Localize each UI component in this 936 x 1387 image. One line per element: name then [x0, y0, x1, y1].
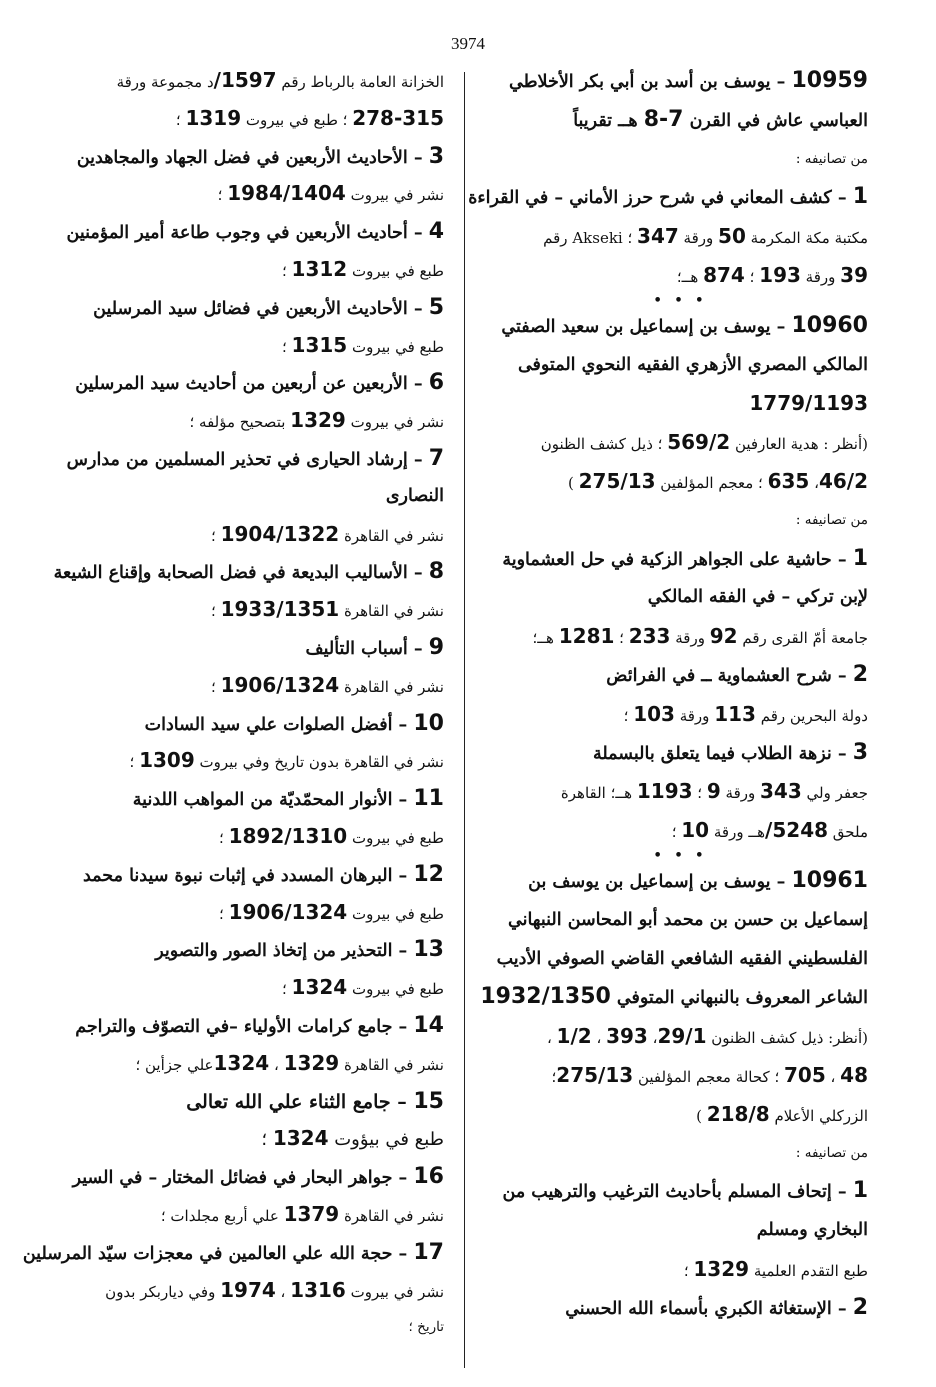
entry-heading-line: 7 – إرشاد الحيارى في تحذير المسلمين من مدارس: [66, 445, 444, 471]
section-label-line: من تصانيفه :: [795, 511, 868, 528]
entry-heading-line: 16 – جواهر البحار في فضائل المختار – في السير: [72, 1164, 444, 1190]
entry-heading-line: 1 – حاشية على الجواهر الزكية في حل العشماوية: [502, 545, 868, 571]
edition-note-line: نشر في القاهرة 1906/1324 ؛: [211, 672, 444, 697]
edition-note-line: (أنظر : هدية العارفين 569/2 ؛ ذيل كشف الظنون: [540, 430, 868, 455]
entry-heading-line: 10959 – يوسف بن أسد بن أبي بكر الأخلاطي: [509, 68, 868, 93]
edition-note-line: الخزانة العامة بالرباط رقم 1597/د مجموعة ورقة: [116, 68, 444, 92]
entry-heading-line: 8 – الأساليب البديعة في فضل الصحابة وإقناع الشيعة: [53, 559, 444, 585]
entry-heading-line: الشاعر المعروف بالنبهاني المتوفي 1932/1350: [480, 984, 868, 1010]
entry-heading-line: 1 – كشف المعاني في شرح حرز الأماني – في القراءة: [468, 184, 868, 210]
edition-note-line: طبع في بيؤوت 1324 ؛: [261, 1126, 444, 1151]
entry-heading-line: الفلسطيني الفقيه الشافعي القاضي الصوفي الأديب: [496, 948, 868, 969]
entry-separator: • • •: [653, 292, 708, 308]
section-label-line: من تصانيفه :: [795, 150, 868, 167]
entry-heading-line: العباسي عاش في القرن 7-8 هــ تقريباً: [573, 106, 868, 132]
entry-heading-line: 3 – نزهة الطلاب فيما يتعلق بالبسملة: [592, 739, 868, 765]
entry-heading-line: 10 – أفضل الصلوات علي سيد السادات: [144, 710, 444, 736]
right-column: [468, 62, 868, 1328]
entry-heading-line: 2 – شرح العشماوية ــ في الفرائض: [606, 661, 868, 687]
edition-note-line: طبع في بيروت 1892/1310 ؛: [219, 823, 444, 848]
edition-note-line: جعفر ولي 343 ورقة 9 ؛ 1193 هــ؛ القاهرة: [560, 779, 868, 804]
edition-note-line: ملحق 5248/هــ ورقة 10 ؛: [671, 818, 868, 843]
edition-note-line: طبع التقدم العلمية 1329 ؛: [683, 1256, 868, 1281]
entry-heading-line: البخاري ومسلم: [756, 1220, 868, 1241]
edition-note-line: نشر في القاهرة 1904/1322 ؛: [211, 521, 444, 546]
edition-note-line: نشر في بيروت 1329 بتصحيح مؤلفه ؛: [189, 408, 444, 433]
entry-heading-line: 5 – الأحاديث الأربعين في فضائل سيد المرسلين: [93, 294, 444, 320]
entry-separator: • • •: [653, 847, 708, 863]
entry-heading-line: 1 – إتحاف المسلم بأحاديث الترغيب والترهيب من: [502, 1178, 868, 1204]
entry-heading-line: إسماعيل بن حسن بن محمد أبو المحاسن النبهاني: [507, 909, 868, 930]
edition-note-line: 39 ورقة 193 ؛ 874 هــ؛: [676, 262, 868, 287]
section-label-line: من تصانيفه :: [795, 1144, 868, 1161]
edition-note-line: نشر في القاهرة بدون تاريخ وفي بيروت 1309 ؛: [129, 748, 444, 773]
edition-note-line: 1779/1193: [749, 391, 868, 416]
entry-heading-line: 11 – الأنوار المحمّديّة من المواهب اللدنية: [132, 786, 444, 812]
entry-heading-line: 15 – جامع الثناء علي الله تعالى: [186, 1088, 444, 1114]
entry-heading-line: النصارى: [385, 485, 444, 506]
edition-note-line: نشر في بيروت 1316 ، 1974 وفي دياربكر بدون: [105, 1277, 444, 1302]
page-number: 3974: [451, 34, 485, 53]
left-column: [22, 62, 444, 1347]
entry-heading-line: 14 – جامع كرامات الأولياء –في التصوّف والتراجم: [75, 1012, 444, 1038]
entry-heading-line: 10961 – يوسف بن إسماعيل بن يوسف بن: [528, 867, 868, 893]
entry-heading-line: 12 – البرهان المسدد في إثبات نبوة سيدنا محمد: [83, 861, 444, 887]
entry-heading-line: 13 – التحذير من إتخاذ الصور والتصوير: [155, 937, 444, 963]
edition-note-line: نشر في القاهرة 1329 ، 1324علي جزأين ؛: [135, 1050, 444, 1075]
entry-heading-line: 4 – أحاديث الأربعين في وجوب طاعة أمير المؤمنين: [66, 219, 444, 245]
entry-heading-line: 3 – الأحاديث الأربعين في فضل الجهاد والمجاهدين: [76, 143, 444, 169]
entry-heading-line: 6 – الأربعين عن أربعين من أحاديث سيد المرسلين: [75, 370, 444, 396]
edition-note-line: 46/2، 635 ؛ معجم المؤلفين 275/13 ): [568, 468, 868, 493]
entry-heading-line: 9 – أسباب التأليف: [305, 634, 444, 660]
entry-heading-line: 10960 – يوسف بن إسماعيل بن سعيد الصفتي: [501, 312, 868, 338]
entry-heading-line: لإبن تركي – في الفقه المالكي: [647, 587, 868, 608]
edition-note-line: نشر في بيروت 1984/1404 ؛: [217, 181, 444, 206]
entry-heading-line: 2 – الإستغاثة الكبري بأسماء الله الحسني: [565, 1294, 868, 1320]
edition-note-line: طبع في بيروت 1312 ؛: [282, 256, 444, 281]
edition-note-line: جامعة أمّ القرى رقم 92 ورقة 233 ؛ 1281 هــ؛: [532, 624, 868, 649]
edition-note-line: دولة البحرين رقم 113 ورقة 103 ؛: [623, 701, 868, 726]
edition-note-line: نشر في القاهرة 1933/1351 ؛: [211, 597, 444, 622]
edition-note-line: مكتبة مكة المكرمة 50 ورقة 347 ؛ Akseki رقم: [543, 224, 868, 249]
edition-note-line: 278-315 ؛ طبع في بيروت 1319 ؛: [175, 105, 444, 130]
edition-note-line: طبع في بيروت 1324 ؛: [282, 975, 444, 1000]
entry-heading-line: المالكي المصري الأزهري الفقيه النحوي المتوفى: [517, 354, 868, 375]
edition-note-line: الزركلي الأعلام 218/8 ): [696, 1101, 868, 1126]
entry-heading-line: 17 – حجة الله علي العالمين في معجزات سيّد المرسلين: [22, 1239, 444, 1265]
edition-note-line: طبع في بيروت 1906/1324 ؛: [219, 899, 444, 924]
section-label-line: تاريخ ؛: [408, 1319, 444, 1336]
edition-note-line: 48 ، 705 ؛ كحالة معجم المؤلفين 275/13؛: [551, 1062, 868, 1087]
edition-note-line: طبع في بيروت 1315 ؛: [282, 332, 444, 357]
edition-note-line: (أنظر: ذيل كشف الظنون 29/1، 393 ، 1/2 ،: [546, 1024, 868, 1049]
edition-note-line: نشر في القاهرة 1379 علي أربع مجلدات ؛: [160, 1201, 444, 1226]
column-divider: [464, 72, 465, 1368]
